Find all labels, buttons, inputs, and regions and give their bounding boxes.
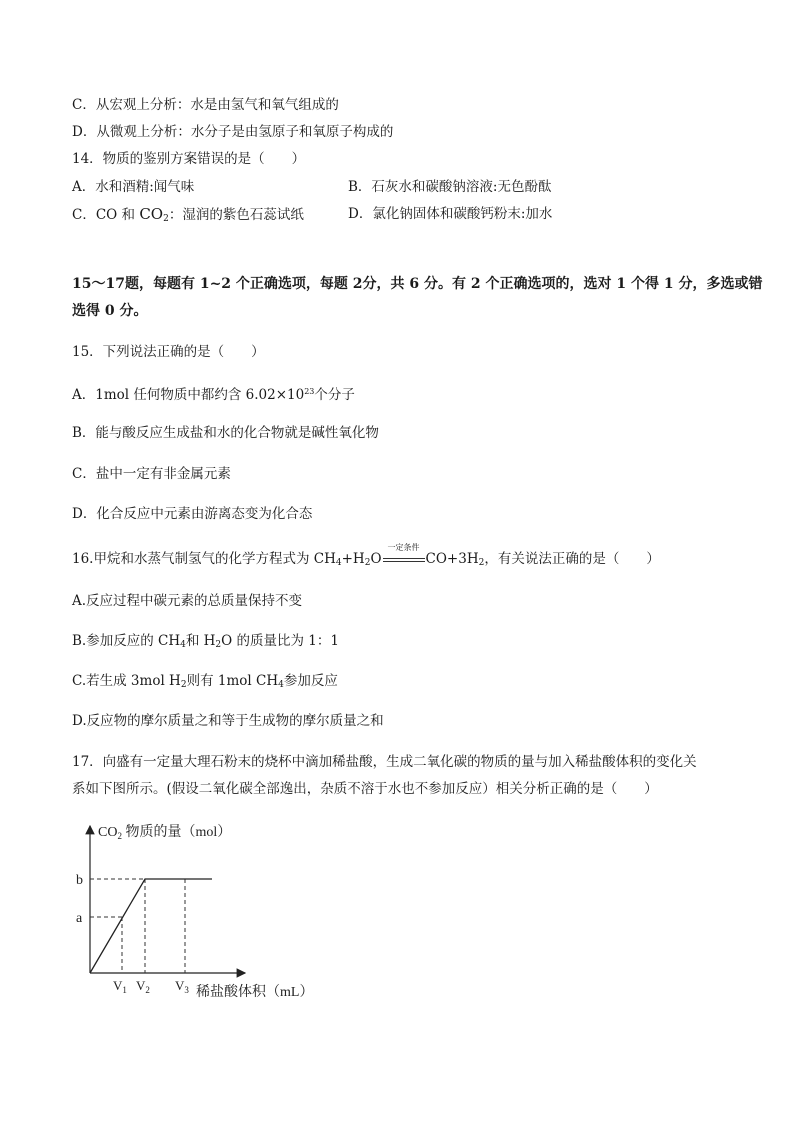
section-instruction-line2: 选得 0 分。 xyxy=(72,303,148,319)
co2-formula xyxy=(139,205,169,223)
q15-option-a-prefix: A．1mol 任何物质中都约含 6.02×10 xyxy=(72,387,305,403)
q16-stem xyxy=(72,543,660,572)
q16-option-d: D.反应物的摩尔质量之和等于生成物的摩尔质量之和 xyxy=(72,713,384,729)
q16-b-part: O 的质量比为 1：1 xyxy=(221,633,339,649)
q15-option-a-suffix: 个分子 xyxy=(314,387,355,403)
q16-sub: 2 xyxy=(364,558,371,568)
q16-b-sub: 4 xyxy=(180,640,186,650)
q16-sub: 2 xyxy=(478,558,485,568)
q16-option-a: A.反应过程中碳元素的总质量保持不变 xyxy=(72,593,303,609)
section-instruction-line1: 15～17题，每题有 1~2 个正确选项，每题 2分，共 6 分。有 2 个正确选项的，选对 1 个得 1 分，多选或错 xyxy=(72,276,763,292)
q16-b-part: 和 H xyxy=(185,633,216,649)
q16-c-part: C.若生成 3mol H xyxy=(72,673,181,689)
q16-stem-part: CO+3H xyxy=(425,551,479,567)
y-tick-a: a xyxy=(76,911,83,926)
x-tick-v2: $V_2$ xyxy=(136,978,150,995)
co2-main: CO xyxy=(139,205,164,223)
q16-c-part: 则有 1mol CH xyxy=(186,673,279,689)
x-tick-v1: $V_1$ xyxy=(113,978,127,995)
q15-option-a xyxy=(72,383,355,404)
q13-option-c: C．从宏观上分析：水是由氢气和氧气组成的 xyxy=(72,97,339,113)
q16-stem-part: O xyxy=(370,551,382,567)
reaction-condition-arrow xyxy=(383,543,425,565)
equals-bar-bottom xyxy=(383,561,425,562)
x-tick-v3: $V_3$ xyxy=(175,978,189,995)
q17-stem-line1: 17．向盛有一定量大理石粉末的烧杯中滴加稀盐酸，生成二氧化碳的物质的量与加入稀盐酸体积的变化关 xyxy=(72,754,697,770)
q16-option-c xyxy=(72,672,338,694)
q16-stem-part: ，有关说法正确的是（ ） xyxy=(484,551,660,567)
co2-volume-chart xyxy=(70,818,330,1008)
q16-c-sub: 4 xyxy=(278,680,284,690)
x-axis-label: 稀盐酸体积（mL） xyxy=(196,985,314,1000)
q16-stem-part: 16.甲烷和水蒸气制氢气的化学方程式为 CH xyxy=(72,551,336,567)
q15-option-d: D．化合反应中元素由游离态变为化合态 xyxy=(72,506,313,522)
co2-sub: 2 xyxy=(163,214,169,224)
y-tick-b: b xyxy=(76,873,83,888)
q15-stem: 15．下列说法正确的是（ ） xyxy=(72,344,265,360)
q14-option-c xyxy=(72,205,304,228)
q15-option-b: B．能与酸反应生成盐和水的化合物就是碱性氧化物 xyxy=(72,425,379,441)
q14-option-b: B．石灰水和碳酸钠溶液:无色酚酞 xyxy=(348,179,552,195)
y-axis-label: $CO_2$ 物质的量（mol） xyxy=(98,825,232,841)
q14-option-c-suffix: ：湿润的紫色石蕊试纸 xyxy=(168,207,304,223)
q16-c-sub: 2 xyxy=(180,680,187,690)
q17-stem-line2: 系如下图所示。(假设二氧化碳全部逸出，杂质不溶于水也不参加反应）相关分析正确的是（ ） xyxy=(72,781,658,797)
q16-sub: 4 xyxy=(335,558,342,568)
q16-b-sub: 2 xyxy=(215,640,222,650)
equals-bar-top xyxy=(383,558,425,559)
q16-b-part: B.参加反应的 CH xyxy=(72,633,181,649)
q16-option-b xyxy=(72,632,339,654)
q16-stem-part: +H xyxy=(341,551,365,567)
q14-stem: 14．物质的鉴别方案错误的是（ ） xyxy=(72,151,306,167)
q14-option-a: A．水和酒精:闻气味 xyxy=(72,179,195,195)
co2-series-line xyxy=(90,879,212,973)
q14-option-c-prefix: C．CO 和 xyxy=(72,207,140,223)
q14-option-d: D．氯化钠固体和碳酸钙粉末:加水 xyxy=(348,206,553,222)
q15-exponent: 23 xyxy=(304,387,315,396)
q13-option-d: D．从微观上分析：水分子是由氢原子和氧原子构成的 xyxy=(72,124,394,140)
q16-c-part: 参加反应 xyxy=(283,673,338,689)
reaction-condition-label: 一定条件 xyxy=(387,543,420,552)
q15-option-c: C．盐中一定有非金属元素 xyxy=(72,466,231,482)
